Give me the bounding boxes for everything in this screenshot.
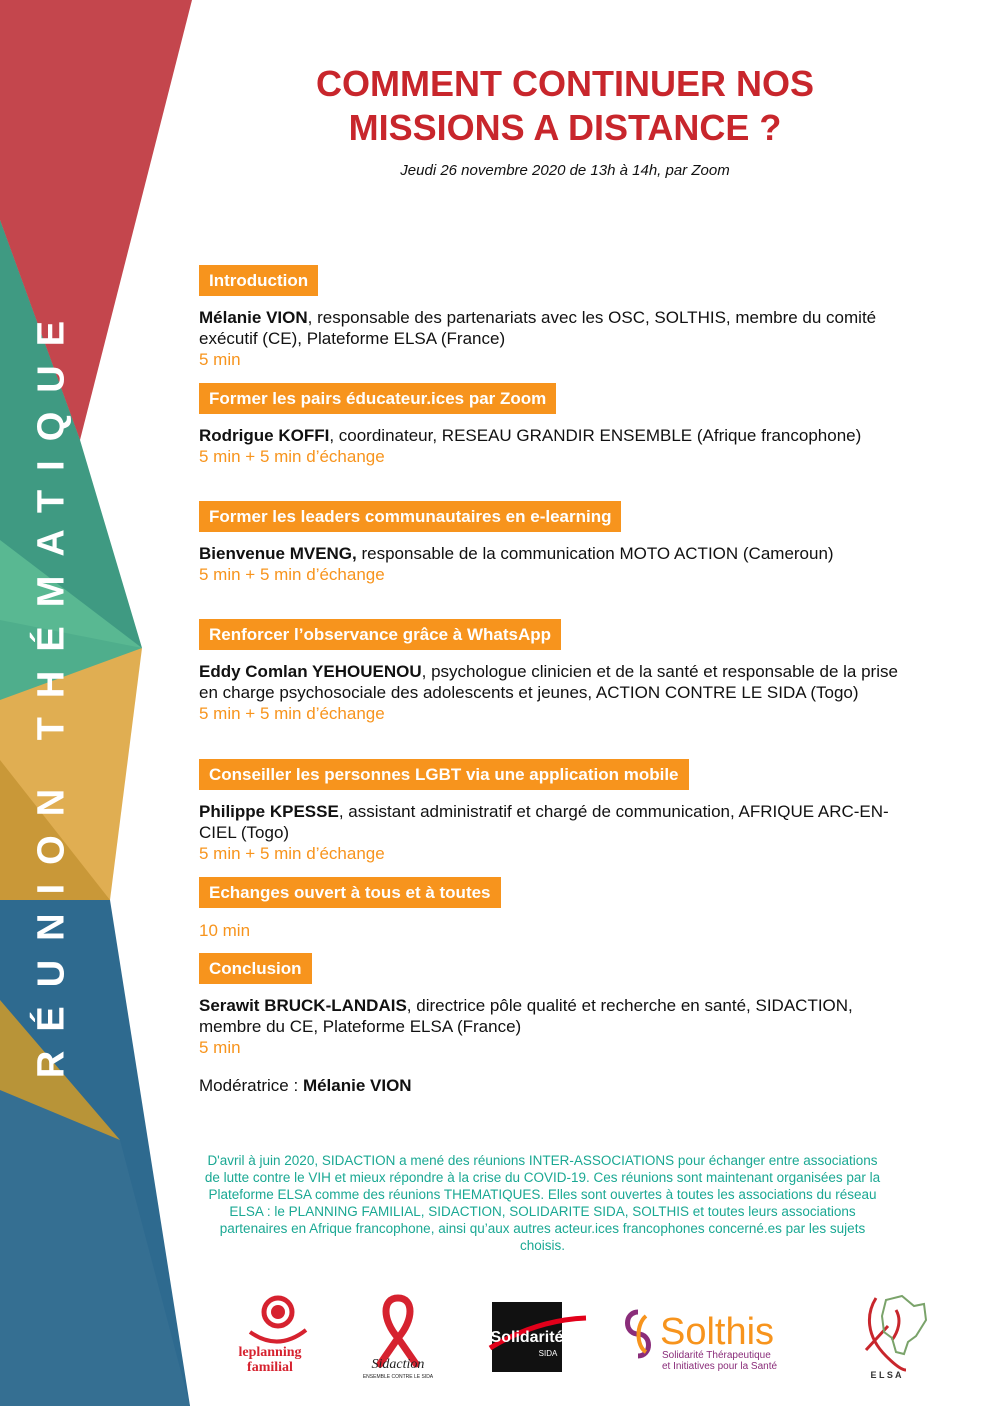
- section-heading: Echanges ouvert à tous et à toutes: [199, 877, 501, 908]
- moderator-label: Modératrice :: [199, 1076, 303, 1095]
- solidarite-text: Solidarité: [490, 1329, 564, 1346]
- solthis-text: Solthis: [660, 1311, 775, 1353]
- side-label: RÉUNION THÉMATIQUE: [30, 301, 73, 1079]
- duration: 10 min: [199, 921, 251, 940]
- solidarite-sub-text: SIDA: [538, 1349, 558, 1358]
- duration: 5 min + 5 min d’échange: [199, 844, 385, 863]
- section-pairs-educateurs: [199, 383, 899, 467]
- speaker-name: Serawit BRUCK-LANDAIS: [199, 996, 407, 1015]
- sidaction-logo: [348, 1290, 448, 1380]
- elsa-logo: [836, 1290, 936, 1380]
- speaker: [199, 661, 899, 703]
- speaker-description: , psychologue clinicien et de la santé et responsable de la prise en charge psychosociale des adolescents et jeunes, ACTION CONTRE LE SIDA (Togo): [199, 662, 898, 702]
- speaker-name: Philippe KPESSE: [199, 802, 339, 821]
- section-heading: Renforcer l’observance grâce à WhatsApp: [199, 619, 561, 650]
- solidarite-sida-logo: [486, 1290, 590, 1380]
- speaker-description: , directrice pôle qualité et recherche en santé, SIDACTION, membre du CE, Plateforme ELSA (France): [199, 996, 853, 1036]
- sidaction-tagline: ENSEMBLE CONTRE LE SIDA: [362, 1374, 434, 1380]
- sidaction-text: Sidaction: [371, 1357, 425, 1372]
- planning-text-2: familial: [247, 1360, 293, 1375]
- duration: 5 min + 5 min d’échange: [199, 704, 385, 723]
- section-heading: Conclusion: [199, 953, 312, 984]
- section-introduction: [199, 265, 899, 370]
- speaker-description: , responsable des partenariats avec les OSC, SOLTHIS, membre du comité exécutif (CE), Plateforme ELSA (France): [199, 308, 877, 348]
- duration: 5 min: [199, 350, 241, 369]
- page-title: [270, 62, 860, 150]
- section-heading: Introduction: [199, 265, 318, 296]
- event-date: Jeudi 26 novembre 2020 de 13h à 14h, par Zoom: [400, 162, 730, 179]
- speaker: [199, 425, 899, 446]
- section-lgbt-application: [199, 759, 899, 864]
- section-heading: Former les pairs éducateur.ices par Zoom: [199, 383, 556, 414]
- moderator-name: Mélanie VION: [302, 1076, 412, 1095]
- planning-familial-logo: [220, 1290, 320, 1380]
- solthis-tagline-2: et Initiatives pour la Santé: [662, 1361, 778, 1372]
- section-heading: Conseiller les personnes LGBT via une application mobile: [199, 759, 689, 790]
- planning-text-1: leplanning: [238, 1345, 302, 1360]
- title-line-2: MISSIONS A DISTANCE ?: [348, 107, 782, 148]
- speaker: [199, 801, 899, 843]
- section-echanges: [199, 877, 899, 941]
- solthis-logo: [620, 1290, 800, 1380]
- speaker-description: , assistant administratif et chargé de communication, AFRIQUE ARC-EN-CIEL (Togo): [199, 802, 889, 842]
- solthis-tagline-1: Solidarité Thérapeutique: [662, 1350, 771, 1361]
- speaker-description: responsable de la communication MOTO ACTION (Cameroun): [356, 544, 834, 563]
- section-observance-whatsapp: [199, 619, 899, 724]
- speaker-name: Mélanie VION: [199, 308, 308, 327]
- speaker: [199, 995, 899, 1037]
- speaker-name: Eddy Comlan YEHOUENOU: [199, 662, 422, 681]
- info-note: D'avril à juin 2020, SIDACTION a mené des réunions INTER-ASSOCIATIONS pour échanger entre associations de lutte contre le VIH et mieux répondre à la crise du COVID-19. Ces réunions sont maintenant organisées par la Plateforme ELSA comme des réunions THEMATIQUES. Elles sont ouvertes à toutes les associations du réseau ELSA : le PLANNING FAMILIAL, SIDACTION, SOLIDARITE SIDA, SOLTHIS et toutes leurs associations partenaires en Afrique francophone, ainsi qu’aux autres acteur.ices francophones concerné.es par les sujets choisis.: [204, 1153, 881, 1253]
- speaker-name: Bienvenue MVENG,: [199, 544, 357, 563]
- speaker: [199, 307, 899, 349]
- speaker-name: Rodrigue KOFFI: [199, 426, 330, 445]
- section-heading: Former les leaders communautaires en e-learning: [199, 501, 621, 532]
- duration: 5 min + 5 min d’échange: [199, 565, 385, 584]
- elsa-text: E L S A: [870, 1370, 902, 1380]
- speaker: [199, 543, 899, 564]
- section-conclusion: [199, 953, 899, 1058]
- section-leaders-elearning: [199, 501, 899, 585]
- partner-logos: [220, 1290, 960, 1380]
- duration: 5 min: [199, 1038, 241, 1057]
- duration: 5 min + 5 min d’échange: [199, 447, 385, 466]
- speaker-description: , coordinateur, RESEAU GRANDIR ENSEMBLE (Afrique francophone): [329, 426, 862, 445]
- title-line-1: COMMENT CONTINUER NOS: [316, 63, 814, 104]
- moderator: [199, 1076, 412, 1096]
